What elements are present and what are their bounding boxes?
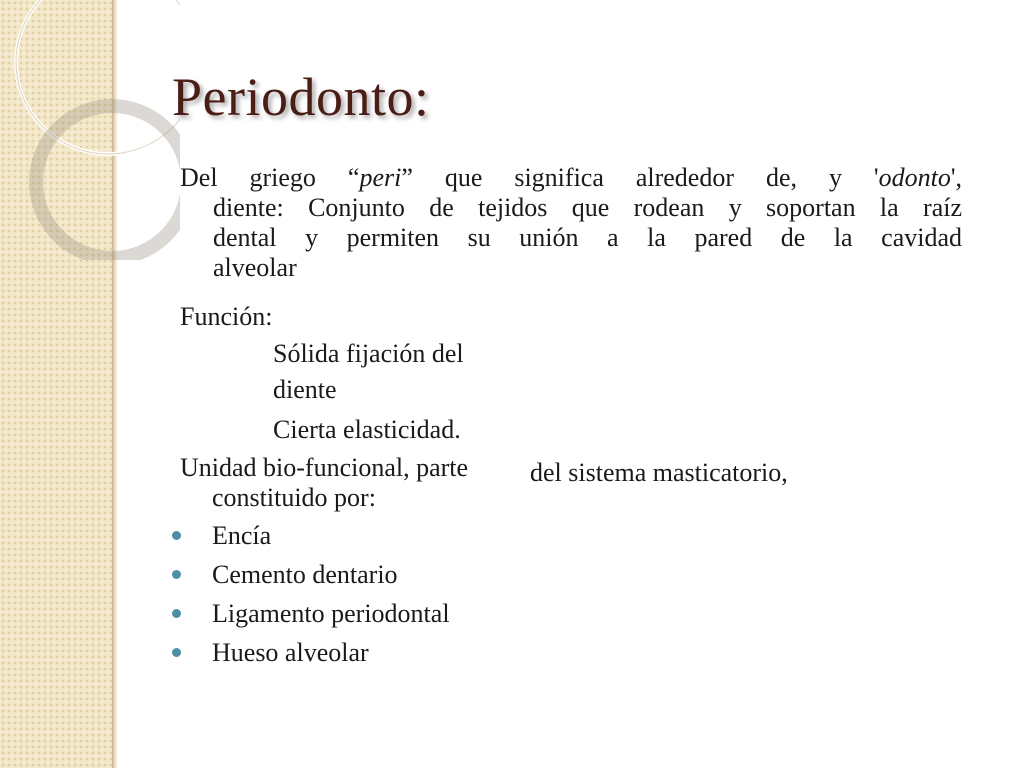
definition-line-2: diente: Conjunto de tejidos que rodean y soportan la raíz — [213, 193, 962, 222]
unit-text-part-2: del sistema masticatorio, — [530, 458, 788, 487]
list-item: Hueso alveolar — [172, 635, 450, 674]
bullet-dot — [172, 531, 181, 540]
function-item-1-line-2: diente — [273, 375, 337, 404]
definition-line-3: dental y permiten su unión a la pared de la cavidad — [213, 223, 962, 252]
list-item: Ligamento periodontal — [172, 596, 450, 635]
bullet-dot — [172, 609, 181, 618]
term-peri: peri — [359, 163, 402, 192]
term-odonto: odonto — [878, 163, 951, 192]
decorative-side-band — [0, 0, 112, 768]
slide-title: Periodonto: — [172, 67, 430, 127]
definition-line-4: alveolar — [213, 253, 297, 282]
component-list — [172, 518, 450, 674]
list-item: Encía — [172, 518, 450, 557]
side-band-edge — [112, 0, 118, 768]
definition-paragraph — [180, 163, 962, 283]
unit-text-part-1: Unidad bio-funcional, parte — [180, 453, 469, 482]
list-item: Cemento dentario — [172, 557, 450, 596]
function-label: Función: — [180, 302, 273, 331]
bullet-dot — [172, 648, 181, 657]
function-item-1-line-1: Sólida fijación del — [273, 339, 464, 368]
definition-line-1: Del griego “peri” que significa alrededor de, y 'odonto', — [180, 163, 963, 192]
function-item-2: Cierta elasticidad. — [273, 415, 461, 444]
unit-text-part-3: constituido por: — [212, 483, 376, 512]
bullet-dot — [172, 570, 181, 579]
